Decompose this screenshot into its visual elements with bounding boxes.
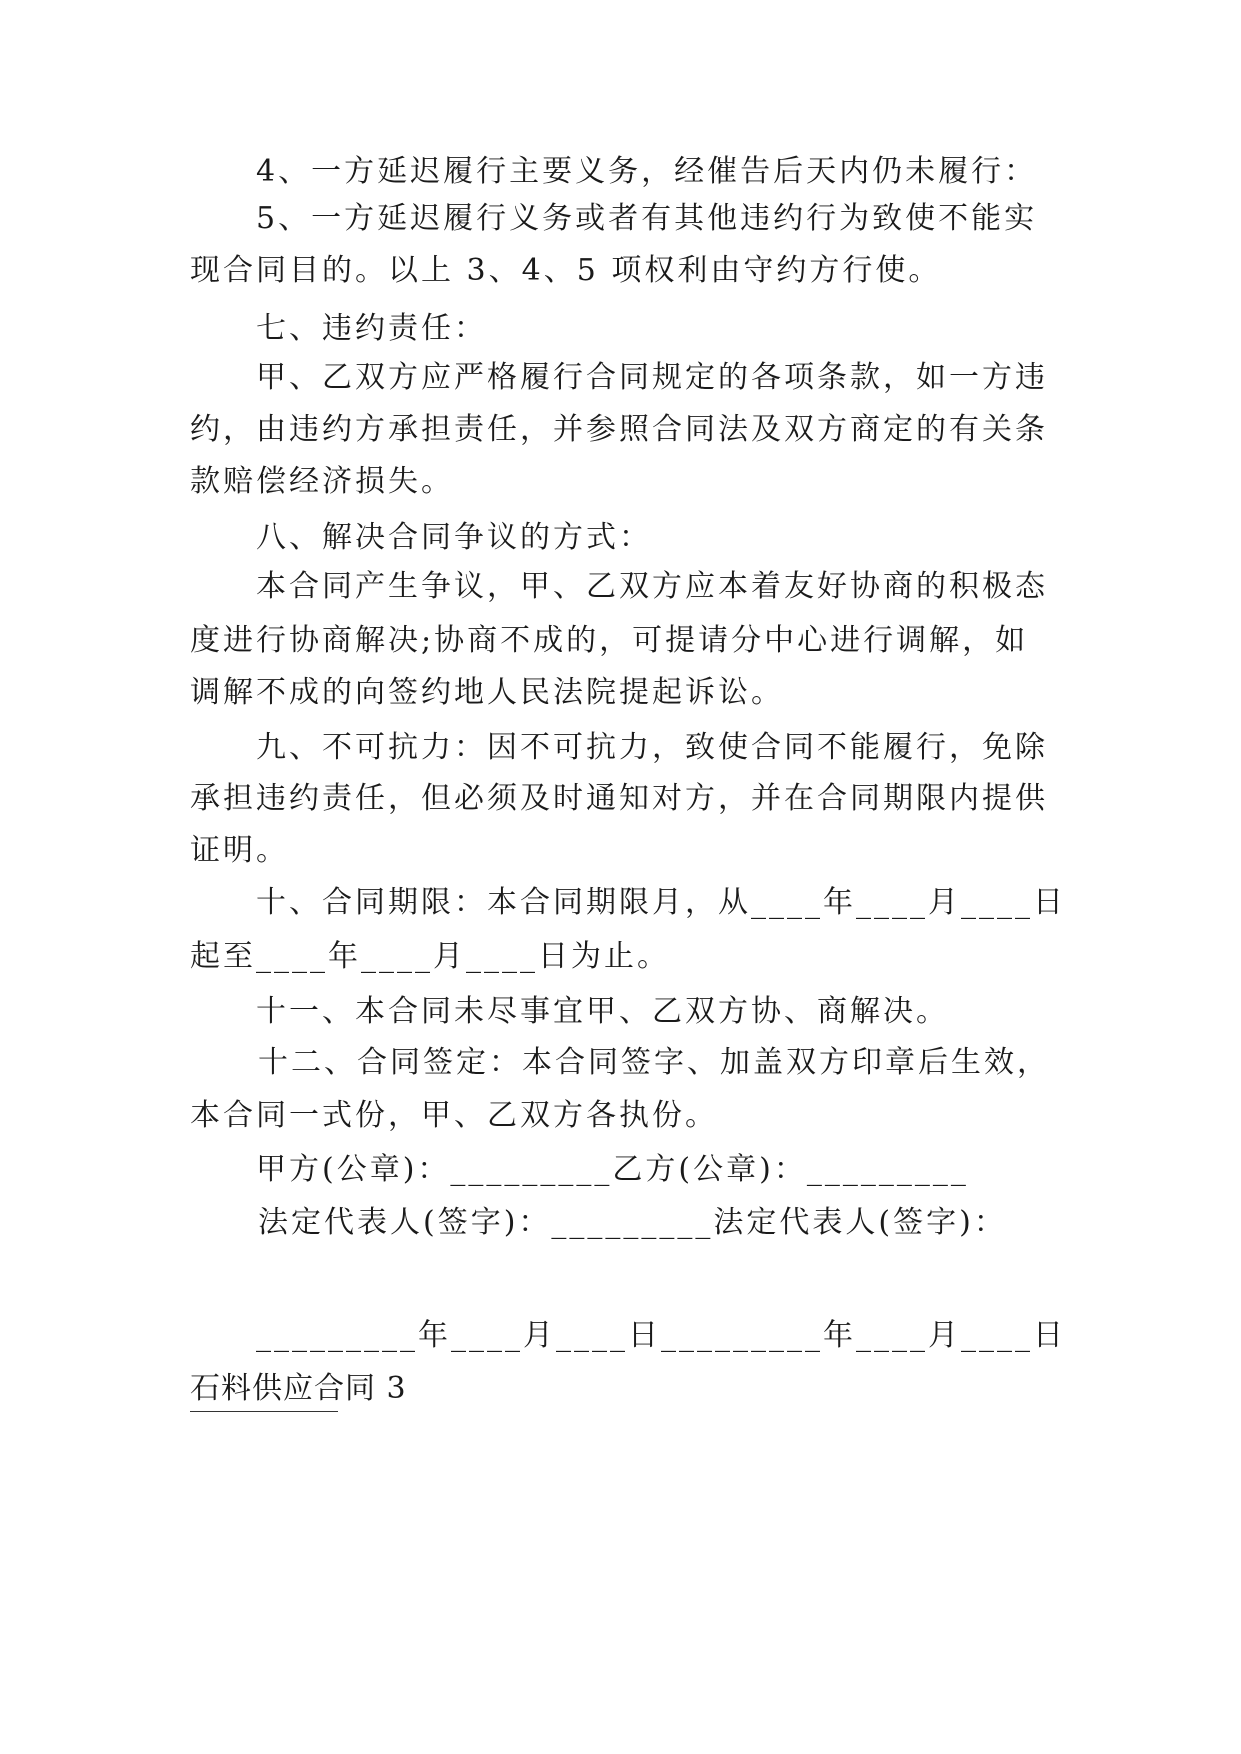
- paragraph-line: 证明。: [190, 833, 289, 868]
- paragraph-line: 款赔偿经济损失。: [190, 464, 454, 499]
- paragraph-line: 5、一方延迟履行义务或者有其他违约行为致使不能实: [256, 201, 1038, 236]
- signature-line-representative: 法定代表人(签字)：_________法定代表人(签字)：: [258, 1205, 1007, 1240]
- paragraph-line: 甲、乙双方应严格履行合同规定的各项条款，如一方违: [256, 360, 1048, 395]
- paragraph-line: 现合同目的。以上 3、4、5 项权利由守约方行使。: [190, 253, 942, 288]
- signature-date-line: _________年____月____日_________年____月____日: [256, 1318, 1066, 1353]
- section-heading: 七、违约责任：: [256, 311, 487, 346]
- document-title: 石料供应合同 3: [190, 1371, 407, 1406]
- paragraph-line: 起至____年____月____日为止。: [190, 939, 670, 974]
- section-heading: 八、解决合同争议的方式：: [256, 520, 652, 555]
- paragraph-line: 度进行协商解决;协商不成的，可提请分中心进行调解，如: [190, 623, 1029, 658]
- paragraph-line: 4、一方延迟履行主要义务，经催告后天内仍未履行：: [256, 154, 1038, 189]
- paragraph-line: 本合同产生争议，甲、乙双方应本着友好协商的积极态: [256, 569, 1048, 604]
- paragraph-line: 十、合同期限：本合同期限月，从____年____月____日: [256, 885, 1066, 920]
- signature-line-seal: 甲方(公章)：_________乙方(公章)：_________: [256, 1152, 969, 1187]
- paragraph-line: 本合同一式份，甲、乙双方各执份。: [190, 1098, 718, 1133]
- signature-blank-rule: [190, 1411, 338, 1412]
- paragraph-line: 约，由违约方承担责任，并参照合同法及双方商定的有关条: [190, 412, 1048, 447]
- paragraph-line: 十二、合同签定：本合同签字、加盖双方印章后生效，: [258, 1045, 1050, 1080]
- paragraph-line: 承担违约责任，但必须及时通知对方，并在合同期限内提供: [190, 781, 1048, 816]
- paragraph-line: 九、不可抗力：因不可抗力，致使合同不能履行，免除: [256, 730, 1048, 765]
- paragraph-line: 调解不成的向签约地人民法院提起诉讼。: [190, 675, 784, 710]
- paragraph-line: 十一、本合同未尽事宜甲、乙双方协、商解决。: [256, 994, 949, 1029]
